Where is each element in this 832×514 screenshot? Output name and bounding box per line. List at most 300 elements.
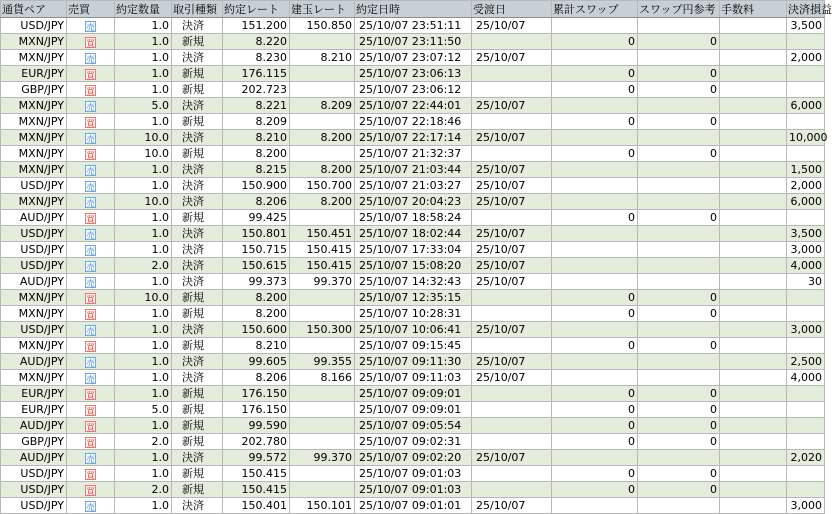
col-header-delivery[interactable]: 受渡日 <box>472 1 552 18</box>
rate-cell: 8.209 <box>223 114 290 130</box>
side-cell <box>67 50 115 66</box>
swap-cell <box>552 226 638 242</box>
qty-cell: 10.0 <box>115 146 172 162</box>
datetime-cell: 25/10/07 09:09:01 <box>355 386 472 402</box>
table-row[interactable] <box>1 386 825 402</box>
delivery-cell <box>472 306 552 322</box>
type-cell: 新規 <box>172 418 223 434</box>
buy-badge: 買 <box>86 310 95 320</box>
swap-cell: 0 <box>552 338 638 354</box>
swap-ref-cell: 0 <box>638 82 720 98</box>
pos-rate-cell: 8.200 <box>290 162 355 178</box>
qty-cell: 5.0 <box>115 402 172 418</box>
pair-cell: USD/JPY <box>1 18 67 34</box>
sell-badge: 売 <box>86 262 95 272</box>
sell-badge: 売 <box>86 198 95 208</box>
fee-cell <box>720 98 787 114</box>
pnl-cell <box>787 402 825 418</box>
pair-cell: GBP/JPY <box>1 434 67 450</box>
table-row[interactable] <box>1 66 825 82</box>
pair-cell: AUD/JPY <box>1 354 67 370</box>
swap-cell: 0 <box>552 82 638 98</box>
buy-badge: 買 <box>86 486 95 496</box>
sell-badge: 売 <box>86 22 95 32</box>
swap-ref-cell: 0 <box>638 434 720 450</box>
type-cell: 決済 <box>172 194 223 210</box>
pnl-cell: 1,500 <box>787 162 825 178</box>
delivery-cell <box>472 386 552 402</box>
swap-ref-cell <box>638 162 720 178</box>
pnl-cell <box>787 82 825 98</box>
col-header-swap[interactable]: 累計スワップ <box>552 1 638 18</box>
delivery-cell: 25/10/07 <box>472 354 552 370</box>
type-cell: 決済 <box>172 98 223 114</box>
table-row[interactable] <box>1 466 825 482</box>
swap-ref-cell <box>638 178 720 194</box>
type-cell: 決済 <box>172 322 223 338</box>
swap-ref-cell <box>638 226 720 242</box>
sell-badge: 売 <box>86 102 95 112</box>
pnl-cell: 4,000 <box>787 370 825 386</box>
qty-cell: 2.0 <box>115 434 172 450</box>
pos-rate-cell <box>290 402 355 418</box>
side-cell <box>67 338 115 354</box>
table-row[interactable] <box>1 194 825 210</box>
fee-cell <box>720 130 787 146</box>
type-cell: 決済 <box>172 242 223 258</box>
sell-badge: 売 <box>86 166 95 176</box>
qty-cell: 1.0 <box>115 450 172 466</box>
delivery-cell <box>472 338 552 354</box>
side-cell <box>67 210 115 226</box>
pnl-cell: 30 <box>787 274 825 290</box>
datetime-cell: 25/10/07 09:09:01 <box>355 402 472 418</box>
side-cell <box>67 290 115 306</box>
pair-cell: EUR/JPY <box>1 386 67 402</box>
col-header-swap-ref[interactable]: スワップ円参考 <box>638 1 720 18</box>
swap-ref-cell: 0 <box>638 418 720 434</box>
buy-badge: 買 <box>86 406 95 416</box>
rate-cell: 151.200 <box>223 18 290 34</box>
rate-cell: 99.572 <box>223 450 290 466</box>
pnl-cell <box>787 66 825 82</box>
side-cell <box>67 418 115 434</box>
pos-rate-cell: 99.355 <box>290 354 355 370</box>
pos-rate-cell <box>290 114 355 130</box>
type-cell: 決済 <box>172 274 223 290</box>
pair-cell: USD/JPY <box>1 242 67 258</box>
swap-ref-cell <box>638 242 720 258</box>
swap-cell <box>552 354 638 370</box>
delivery-cell <box>472 146 552 162</box>
fee-cell <box>720 50 787 66</box>
rate-cell: 99.373 <box>223 274 290 290</box>
datetime-cell: 25/10/07 09:01:03 <box>355 482 472 498</box>
type-cell: 決済 <box>172 130 223 146</box>
delivery-cell <box>472 66 552 82</box>
datetime-cell: 25/10/07 21:32:37 <box>355 146 472 162</box>
delivery-cell: 25/10/07 <box>472 162 552 178</box>
pnl-cell: 3,000 <box>787 242 825 258</box>
fee-cell <box>720 18 787 34</box>
pos-rate-cell <box>290 290 355 306</box>
sell-badge: 売 <box>86 182 95 192</box>
pnl-cell: 4,000 <box>787 258 825 274</box>
pnl-cell: 2,500 <box>787 354 825 370</box>
swap-cell <box>552 242 638 258</box>
col-header-pair[interactable]: 通貨ペア <box>1 1 67 18</box>
type-cell: 決済 <box>172 162 223 178</box>
pos-rate-cell: 8.166 <box>290 370 355 386</box>
type-cell: 新規 <box>172 210 223 226</box>
delivery-cell <box>472 482 552 498</box>
rate-cell: 150.900 <box>223 178 290 194</box>
pos-rate-cell: 150.451 <box>290 226 355 242</box>
pair-cell: EUR/JPY <box>1 402 67 418</box>
col-header-side[interactable]: 売買 <box>67 1 115 18</box>
fee-cell <box>720 290 787 306</box>
pos-rate-cell: 150.700 <box>290 178 355 194</box>
delivery-cell <box>472 82 552 98</box>
sell-badge: 売 <box>86 502 95 512</box>
sell-badge: 売 <box>86 134 95 144</box>
swap-ref-cell <box>638 194 720 210</box>
side-cell <box>67 18 115 34</box>
pos-rate-cell: 150.101 <box>290 498 355 514</box>
side-cell <box>67 274 115 290</box>
swap-cell <box>552 50 638 66</box>
rate-cell: 8.200 <box>223 290 290 306</box>
type-cell: 新規 <box>172 482 223 498</box>
buy-badge: 買 <box>86 70 95 80</box>
datetime-cell: 25/10/07 09:02:20 <box>355 450 472 466</box>
fee-cell <box>720 370 787 386</box>
table-row[interactable] <box>1 482 825 498</box>
table-row[interactable] <box>1 82 825 98</box>
table-row[interactable] <box>1 226 825 242</box>
pair-cell: MXN/JPY <box>1 50 67 66</box>
swap-ref-cell: 0 <box>638 402 720 418</box>
fee-cell <box>720 82 787 98</box>
fee-cell <box>720 114 787 130</box>
table-row[interactable] <box>1 434 825 450</box>
pnl-cell: 6,000 <box>787 98 825 114</box>
datetime-cell: 25/10/07 23:51:11 <box>355 18 472 34</box>
datetime-cell: 25/10/07 12:35:15 <box>355 290 472 306</box>
rate-cell: 8.206 <box>223 370 290 386</box>
datetime-cell: 25/10/07 18:58:24 <box>355 210 472 226</box>
pnl-cell: 3,500 <box>787 226 825 242</box>
col-header-type[interactable]: 取引種類 <box>172 1 223 18</box>
pos-rate-cell: 8.210 <box>290 50 355 66</box>
pos-rate-cell <box>290 66 355 82</box>
pos-rate-cell <box>290 386 355 402</box>
side-cell <box>67 482 115 498</box>
table-row[interactable] <box>1 402 825 418</box>
table-header-row <box>1 1 825 18</box>
type-cell: 決済 <box>172 178 223 194</box>
swap-cell: 0 <box>552 306 638 322</box>
rate-cell: 8.215 <box>223 162 290 178</box>
rate-cell: 150.615 <box>223 258 290 274</box>
fee-cell <box>720 258 787 274</box>
buy-badge: 買 <box>86 86 95 96</box>
datetime-cell: 25/10/07 22:44:01 <box>355 98 472 114</box>
rate-cell: 8.221 <box>223 98 290 114</box>
table-row[interactable] <box>1 18 825 34</box>
pos-rate-cell <box>290 466 355 482</box>
swap-cell: 0 <box>552 434 638 450</box>
datetime-cell: 25/10/07 23:11:50 <box>355 34 472 50</box>
rate-cell: 8.210 <box>223 338 290 354</box>
buy-badge: 買 <box>86 342 95 352</box>
swap-ref-cell: 0 <box>638 466 720 482</box>
table-row[interactable] <box>1 130 825 146</box>
datetime-cell: 25/10/07 09:11:30 <box>355 354 472 370</box>
pnl-cell <box>787 34 825 50</box>
table-row[interactable] <box>1 162 825 178</box>
fee-cell <box>720 482 787 498</box>
pos-rate-cell: 99.370 <box>290 450 355 466</box>
swap-cell <box>552 370 638 386</box>
table-row[interactable] <box>1 370 825 386</box>
delivery-cell: 25/10/07 <box>472 498 552 514</box>
delivery-cell: 25/10/07 <box>472 274 552 290</box>
table-row[interactable] <box>1 178 825 194</box>
pair-cell: AUD/JPY <box>1 450 67 466</box>
pnl-cell <box>787 290 825 306</box>
swap-cell: 0 <box>552 402 638 418</box>
side-cell <box>67 178 115 194</box>
col-header-datetime[interactable]: 約定日時 <box>355 1 472 18</box>
side-cell <box>67 146 115 162</box>
swap-ref-cell <box>638 450 720 466</box>
side-cell <box>67 82 115 98</box>
table-row[interactable] <box>1 98 825 114</box>
pnl-cell <box>787 114 825 130</box>
table-row[interactable] <box>1 50 825 66</box>
datetime-cell: 25/10/07 09:01:01 <box>355 498 472 514</box>
swap-ref-cell: 0 <box>638 210 720 226</box>
fee-cell <box>720 242 787 258</box>
qty-cell: 1.0 <box>115 322 172 338</box>
side-cell <box>67 130 115 146</box>
delivery-cell <box>472 466 552 482</box>
swap-ref-cell <box>638 370 720 386</box>
qty-cell: 1.0 <box>115 338 172 354</box>
datetime-cell: 25/10/07 20:04:23 <box>355 194 472 210</box>
table-row[interactable] <box>1 450 825 466</box>
pair-cell: MXN/JPY <box>1 370 67 386</box>
swap-cell: 0 <box>552 418 638 434</box>
swap-cell <box>552 450 638 466</box>
pos-rate-cell: 8.200 <box>290 130 355 146</box>
delivery-cell <box>472 210 552 226</box>
swap-cell: 0 <box>552 290 638 306</box>
rate-cell: 176.150 <box>223 402 290 418</box>
rate-cell: 8.220 <box>223 34 290 50</box>
table-row[interactable] <box>1 114 825 130</box>
pair-cell: MXN/JPY <box>1 338 67 354</box>
datetime-cell: 25/10/07 17:33:04 <box>355 242 472 258</box>
datetime-cell: 25/10/07 15:08:20 <box>355 258 472 274</box>
fee-cell <box>720 322 787 338</box>
qty-cell: 1.0 <box>115 498 172 514</box>
qty-cell: 2.0 <box>115 482 172 498</box>
table-row[interactable] <box>1 418 825 434</box>
swap-ref-cell: 0 <box>638 482 720 498</box>
qty-cell: 1.0 <box>115 82 172 98</box>
fee-cell <box>720 450 787 466</box>
swap-ref-cell <box>638 354 720 370</box>
table-row[interactable] <box>1 258 825 274</box>
side-cell <box>67 66 115 82</box>
datetime-cell: 25/10/07 23:06:12 <box>355 82 472 98</box>
datetime-cell: 25/10/07 21:03:44 <box>355 162 472 178</box>
sell-badge: 売 <box>86 278 95 288</box>
pnl-cell <box>787 306 825 322</box>
delivery-cell: 25/10/07 <box>472 18 552 34</box>
qty-cell: 1.0 <box>115 386 172 402</box>
pos-rate-cell: 150.415 <box>290 258 355 274</box>
fee-cell <box>720 66 787 82</box>
side-cell <box>67 370 115 386</box>
rate-cell: 99.590 <box>223 418 290 434</box>
side-cell <box>67 162 115 178</box>
datetime-cell: 25/10/07 09:11:03 <box>355 370 472 386</box>
fee-cell <box>720 434 787 450</box>
col-header-fee[interactable]: 手数料 <box>720 1 787 18</box>
qty-cell: 1.0 <box>115 242 172 258</box>
side-cell <box>67 322 115 338</box>
rate-cell: 150.415 <box>223 466 290 482</box>
swap-cell: 0 <box>552 34 638 50</box>
table-row[interactable] <box>1 306 825 322</box>
table-row[interactable] <box>1 338 825 354</box>
type-cell: 決済 <box>172 50 223 66</box>
pair-cell: MXN/JPY <box>1 146 67 162</box>
table-row[interactable] <box>1 210 825 226</box>
pair-cell: USD/JPY <box>1 226 67 242</box>
table-row[interactable] <box>1 354 825 370</box>
side-cell <box>67 354 115 370</box>
pair-cell: GBP/JPY <box>1 82 67 98</box>
side-cell <box>67 498 115 514</box>
pair-cell: AUD/JPY <box>1 274 67 290</box>
pos-rate-cell <box>290 146 355 162</box>
type-cell: 決済 <box>172 258 223 274</box>
buy-badge: 買 <box>86 422 95 432</box>
table-row[interactable] <box>1 242 825 258</box>
swap-cell: 0 <box>552 210 638 226</box>
swap-cell: 0 <box>552 386 638 402</box>
col-header-rate[interactable]: 約定レート <box>223 1 290 18</box>
datetime-cell: 25/10/07 09:15:45 <box>355 338 472 354</box>
swap-ref-cell: 0 <box>638 306 720 322</box>
swap-ref-cell <box>638 50 720 66</box>
rate-cell: 8.230 <box>223 50 290 66</box>
pos-rate-cell <box>290 82 355 98</box>
fee-cell <box>720 354 787 370</box>
swap-ref-cell: 0 <box>638 114 720 130</box>
swap-cell <box>552 98 638 114</box>
table-row[interactable] <box>1 498 825 514</box>
qty-cell: 1.0 <box>115 50 172 66</box>
fee-cell <box>720 226 787 242</box>
pos-rate-cell <box>290 306 355 322</box>
delivery-cell: 25/10/07 <box>472 450 552 466</box>
delivery-cell: 25/10/07 <box>472 178 552 194</box>
side-cell <box>67 258 115 274</box>
qty-cell: 1.0 <box>115 114 172 130</box>
pair-cell: USD/JPY <box>1 258 67 274</box>
delivery-cell: 25/10/07 <box>472 322 552 338</box>
qty-cell: 1.0 <box>115 178 172 194</box>
qty-cell: 1.0 <box>115 306 172 322</box>
pos-rate-cell <box>290 34 355 50</box>
col-header-qty[interactable]: 約定数量 <box>115 1 172 18</box>
swap-cell <box>552 274 638 290</box>
datetime-cell: 25/10/07 09:01:03 <box>355 466 472 482</box>
type-cell: 新規 <box>172 466 223 482</box>
pnl-cell <box>787 338 825 354</box>
qty-cell: 1.0 <box>115 354 172 370</box>
swap-ref-cell <box>638 274 720 290</box>
sell-badge: 売 <box>86 246 95 256</box>
col-header-pnl[interactable]: 決済損益 <box>788 2 832 16</box>
table-row[interactable] <box>1 322 825 338</box>
pair-cell: MXN/JPY <box>1 290 67 306</box>
pair-cell: USD/JPY <box>1 466 67 482</box>
qty-cell: 5.0 <box>115 98 172 114</box>
datetime-cell: 25/10/07 10:06:41 <box>355 322 472 338</box>
sell-badge: 売 <box>86 54 95 64</box>
buy-badge: 買 <box>86 38 95 48</box>
table-row[interactable] <box>1 290 825 306</box>
rate-cell: 202.723 <box>223 82 290 98</box>
sell-badge: 売 <box>86 454 95 464</box>
side-cell <box>67 402 115 418</box>
swap-ref-cell <box>638 322 720 338</box>
rate-cell: 8.206 <box>223 194 290 210</box>
swap-ref-cell <box>638 498 720 514</box>
side-cell <box>67 226 115 242</box>
table-row[interactable] <box>1 34 825 50</box>
table-row[interactable] <box>1 274 825 290</box>
pos-rate-cell: 150.415 <box>290 242 355 258</box>
swap-cell <box>552 322 638 338</box>
col-header-pos-rate[interactable]: 建玉レート <box>290 1 355 18</box>
table-row[interactable] <box>1 146 825 162</box>
swap-ref-cell <box>638 98 720 114</box>
qty-cell: 1.0 <box>115 162 172 178</box>
buy-badge: 買 <box>86 470 95 480</box>
pos-rate-cell <box>290 434 355 450</box>
pos-rate-cell: 150.300 <box>290 322 355 338</box>
datetime-cell: 25/10/07 10:28:31 <box>355 306 472 322</box>
type-cell: 新規 <box>172 290 223 306</box>
swap-cell <box>552 18 638 34</box>
qty-cell: 1.0 <box>115 418 172 434</box>
pair-cell: MXN/JPY <box>1 306 67 322</box>
type-cell: 決済 <box>172 370 223 386</box>
type-cell: 新規 <box>172 34 223 50</box>
delivery-cell <box>472 402 552 418</box>
delivery-cell: 25/10/07 <box>472 194 552 210</box>
type-cell: 決済 <box>172 450 223 466</box>
type-cell: 新規 <box>172 338 223 354</box>
pair-cell: MXN/JPY <box>1 130 67 146</box>
